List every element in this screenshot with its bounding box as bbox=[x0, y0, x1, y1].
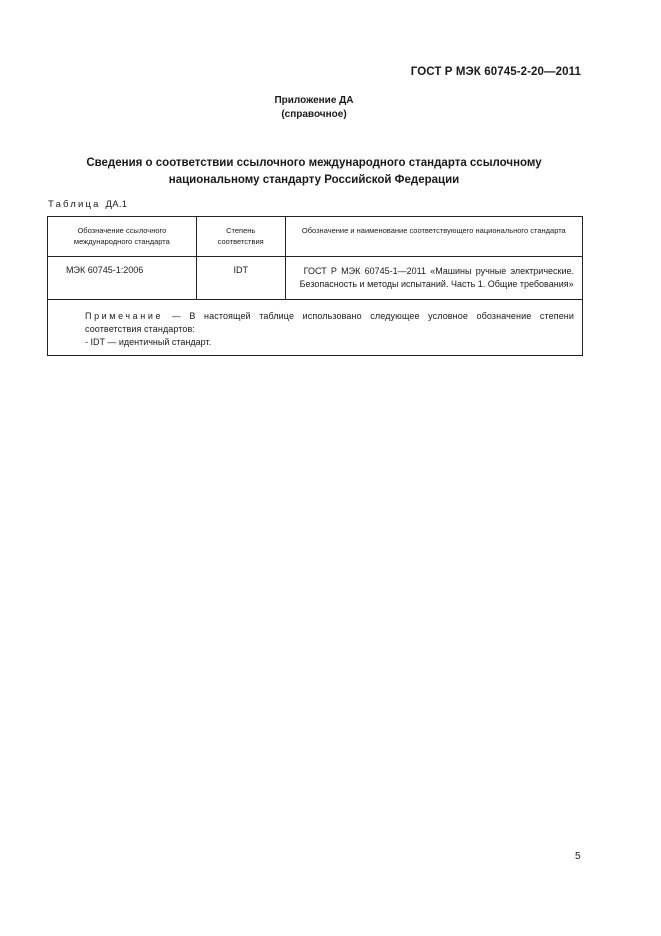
table-caption-number: ДА.1 bbox=[105, 199, 128, 210]
note-label: Примечание bbox=[85, 311, 164, 321]
section-title bbox=[0, 155, 628, 189]
document-code: ГОСТ Р МЭК 60745-2-20—2011 bbox=[410, 66, 581, 78]
note-body: — В настоящей таблице использовано следующее условное обозначение степени соответствия стандартов: bbox=[85, 311, 574, 334]
page-number: 5 bbox=[575, 851, 581, 862]
header-national-standard: Обозначение и наименование соответствующего национального стандарта bbox=[285, 217, 582, 257]
cell-national-standard: ГОСТ Р МЭК 60745-1—2011 «Машины ручные электрические. Безопасность и методы испытаний. Часть 1. Общие требования» bbox=[285, 257, 582, 300]
table-note bbox=[48, 300, 583, 356]
correspondence-table bbox=[47, 216, 583, 356]
table-header-row bbox=[48, 217, 583, 257]
header-degree: Степень соответствия bbox=[196, 217, 285, 257]
section-title-line-2: национальному стандарту Российской Федерации bbox=[168, 174, 460, 186]
appendix-kind: (справочное) bbox=[281, 109, 347, 120]
cell-intl-standard: МЭК 60745-1:2006 bbox=[48, 257, 197, 300]
appendix-title: Приложение ДА bbox=[274, 95, 354, 106]
note-text bbox=[55, 310, 574, 336]
cell-degree: IDT bbox=[196, 257, 285, 300]
section-title-line-1: Сведения о соответствии ссылочного международного стандарта ссылочному bbox=[86, 157, 542, 169]
table-caption bbox=[48, 199, 127, 210]
table-note-row bbox=[48, 300, 583, 356]
note-item: - IDT — идентичный стандарт. bbox=[85, 337, 212, 347]
table-caption-word: Таблица bbox=[48, 199, 101, 210]
appendix-heading bbox=[0, 94, 628, 122]
header-intl-standard: Обозначение ссылочного международного стандарта bbox=[48, 217, 197, 257]
table-row bbox=[48, 257, 583, 300]
